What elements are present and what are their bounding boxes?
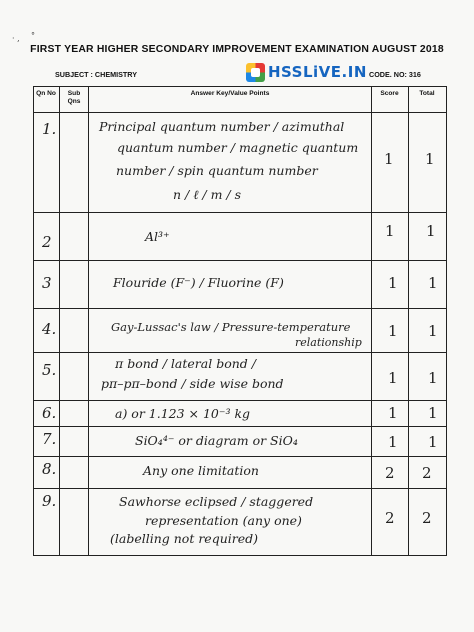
row-divider [33, 352, 447, 353]
score-value: 1 [388, 404, 398, 422]
header-answer-key: Answer Key/Value Points [190, 90, 270, 97]
score-value: 1 [385, 222, 395, 240]
score-value: 2 [385, 464, 395, 482]
column-divider [59, 86, 60, 556]
row-divider [33, 308, 447, 309]
column-divider [88, 86, 89, 556]
answer-line: a) or 1.123 × 10⁻³ kg [115, 406, 251, 421]
total-value: 1 [428, 322, 438, 340]
row-divider [33, 488, 447, 489]
score-value: 1 [388, 274, 398, 292]
score-value: 1 [384, 150, 394, 168]
page-speck: · , [12, 34, 20, 43]
answer-line: SiO₄⁴⁻ or diagram or SiO₄ [135, 433, 298, 448]
row-divider [33, 260, 447, 261]
column-divider [371, 86, 372, 556]
total-value: 1 [428, 433, 438, 451]
total-value: 1 [428, 404, 438, 422]
answer-line: Flouride (F⁻) / Fluorine (F) [113, 275, 284, 290]
answer-line: Sawhorse eclipsed / staggered [119, 494, 314, 509]
page-speck: ° [31, 31, 35, 40]
question-number: 3 [42, 274, 52, 292]
row-divider [33, 86, 447, 87]
answer-table [33, 86, 447, 556]
answer-line: Any one limitation [143, 463, 259, 478]
total-value: 2 [422, 464, 432, 482]
answer-line: Principal quantum number / azimuthal [99, 119, 345, 134]
question-number: 5. [42, 361, 57, 379]
answer-line: number / spin quantum number [116, 163, 318, 178]
header-qn-no: Qn No [36, 90, 56, 97]
answer-line: Gay-Lussac's law / Pressure-temperature [111, 320, 351, 334]
header-total: Total [419, 90, 435, 97]
row-divider [33, 112, 447, 113]
header-sub-qns: Sub Qns [67, 90, 81, 105]
header-score: Score [380, 90, 399, 97]
answer-line: (labelling not required) [110, 531, 258, 546]
total-value: 1 [428, 369, 438, 387]
question-number: 7. [42, 430, 57, 448]
total-value: 1 [425, 150, 435, 168]
answer-line: Al³⁺ [145, 229, 170, 244]
score-value: 1 [388, 322, 398, 340]
question-number: 8. [42, 460, 57, 478]
logo-badge-icon [246, 63, 265, 82]
question-number: 2 [42, 233, 52, 251]
answer-line: pπ–pπ–bond / side wise bond [101, 376, 284, 391]
table-border [446, 86, 447, 556]
row-divider [33, 426, 447, 427]
question-number: 4. [42, 320, 57, 338]
answer-line: representation (any one) [145, 513, 302, 528]
column-divider [408, 86, 409, 556]
total-value: 1 [426, 222, 436, 240]
logo-text: HSSLiVE.IN [268, 63, 367, 81]
row-divider [33, 400, 447, 401]
score-value: 1 [388, 433, 398, 451]
question-number: 9. [42, 492, 57, 510]
score-value: 1 [388, 369, 398, 387]
question-number: 1. [42, 120, 57, 138]
row-divider [33, 212, 447, 213]
total-value: 1 [428, 274, 438, 292]
total-value: 2 [422, 509, 432, 527]
answer-line: n / ℓ / m / s [173, 187, 241, 202]
exam-title: FIRST YEAR HIGHER SECONDARY IMPROVEMENT EXAMINATION AUGUST 2018 [30, 44, 444, 55]
answer-line: relationship [295, 336, 362, 349]
row-divider [33, 456, 447, 457]
hsslive-logo [246, 62, 367, 82]
score-value: 2 [385, 509, 395, 527]
row-divider [33, 555, 447, 556]
answer-line: quantum number / magnetic quantum [117, 140, 359, 155]
code-number: CODE. NO: 316 [369, 70, 421, 79]
subject-label: SUBJECT : CHEMISTRY [55, 70, 137, 79]
table-border [33, 86, 34, 556]
question-number: 6. [42, 404, 57, 422]
answer-line: π bond / lateral bond / [115, 356, 256, 371]
